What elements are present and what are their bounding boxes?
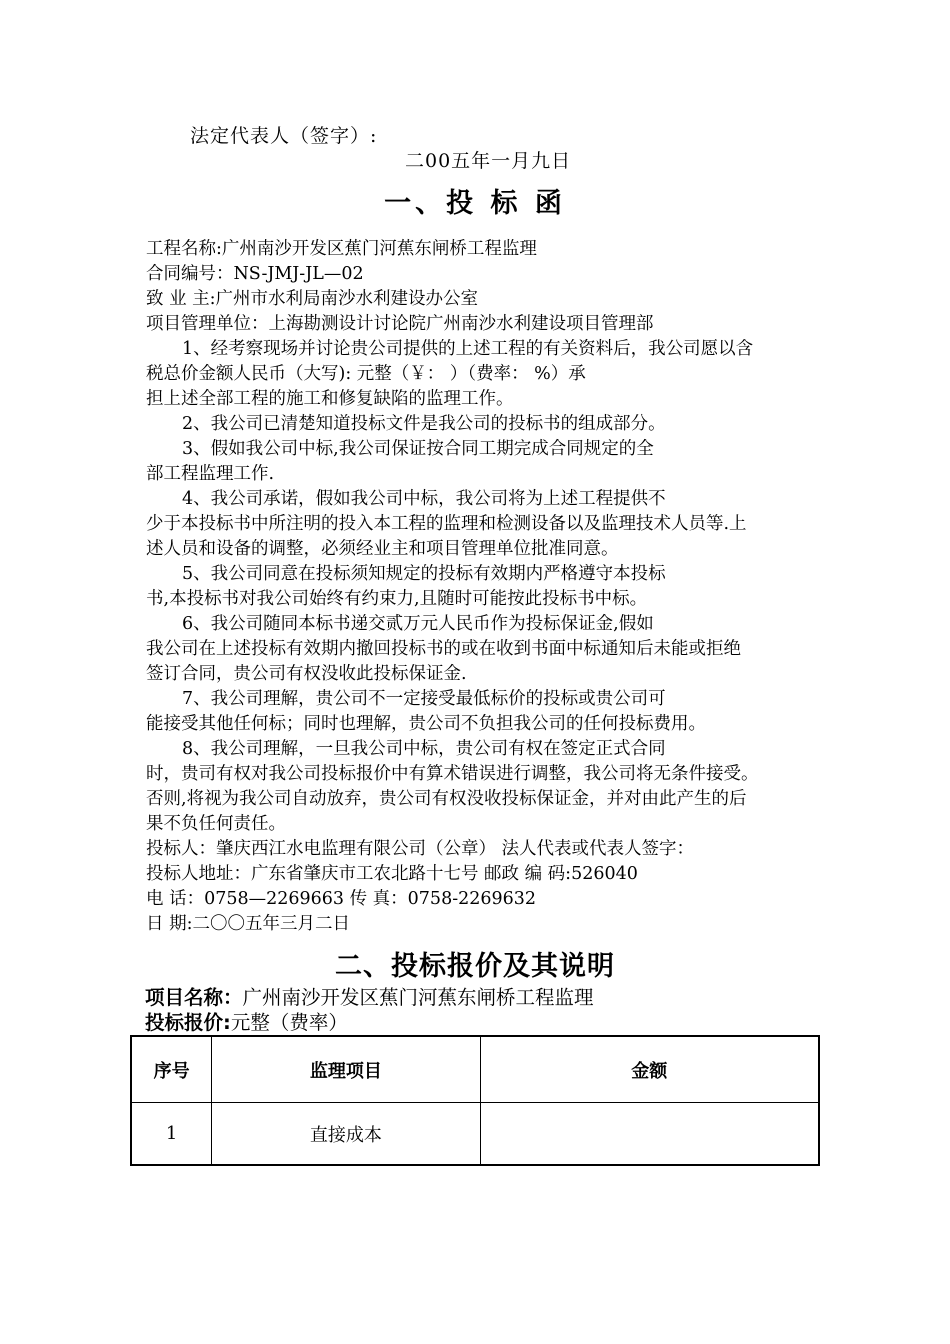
section1-title: 一、投 标 函 [384,188,566,219]
clause-3-line-1: 3、假如我公司中标,我公司保证按合同工期完成合同规定的全 [182,439,654,459]
date-signed-line: 日 期:二〇〇五年三月二日 [146,914,350,934]
clause-8-line-4: 果不负任何责任。 [146,814,286,834]
clause-8-line-2: 时，贵司有权对我公司投标报价中有算术错误进行调整，我公司将无条件接受。 [146,764,759,784]
table-header-row [131,1036,819,1103]
row-item-cell: 直接成本 [212,1103,480,1166]
contract-number-line: 合同编号：NS-JMJ-JL—02 [146,264,364,284]
bid-price-row [145,1010,348,1036]
clause-5-line-2: 书,本投标书对我公司始终有约束力,且随时可能按此投标书中标。 [146,589,648,609]
clause-1-line-3: 担上述全部工程的施工和修复缺陷的监理工作。 [146,389,514,409]
clause-2-line-1: 2、我公司已清楚知道投标文件是我公司的投标书的组成部分。 [182,414,666,434]
quote-table [130,1035,820,1166]
clause-5-line-1: 5、我公司同意在投标须知规定的投标有效期内严格遵守本投标 [182,564,666,584]
signature-line: 法定代表人（签字）: [190,125,378,147]
clause-4-line-1: 4、我公司承诺，假如我公司中标，我公司将为上述工程提供不 [182,489,666,509]
column-header-item: 监理项目 [212,1036,480,1103]
clause-4-line-3: 述人员和设备的调整，必须经业主和项目管理单位批准同意。 [146,539,619,559]
project-name-line: 工程名称:广州南沙开发区蕉门河蕉东闸桥工程监理 [146,239,537,259]
clause-1-line-2: 税总价金额人民币（大写): 元整（￥： ）（费率： %）承 [146,364,586,384]
clause-6-line-3: 签订合同，贵公司有权没收此投标保证金. [146,664,467,684]
phone-fax-line: 电 话：0758—2269663 传 真：0758-2269632 [146,889,537,909]
project-name-value: 广州南沙开发区蕉门河蕉东闸桥工程监理 [242,986,594,1009]
bidder-line: 投标人：肇庆西江水电监理有限公司（公章） 法人代表或代表人签字： [146,839,695,859]
bidder-address-line: 投标人地址：广东省肇庆市工农北路十七号 邮政 编 码:526040 [146,864,638,884]
date-line: 二00五年一月九日 [405,150,572,172]
column-header-amount: 金额 [480,1036,819,1103]
section2-title: 二、投标报价及其说明 [335,951,615,982]
row-amount-cell [480,1103,819,1166]
bid-price-value: 元整（费率） [230,1011,348,1034]
clause-7-line-2: 能接受其他任何标；同时也理解，贵公司不负担我公司的任何投标费用。 [146,714,706,734]
clause-6-line-2: 我公司在上述投标有效期内撤回投标书的或在收到书面中标通知后未能或拒绝 [146,639,741,659]
project-name-label: 项目名称： [145,986,243,1009]
clause-6-line-1: 6、我公司随同本标书递交贰万元人民币作为投标保证金,假如 [182,614,654,634]
management-unit-line: 项目管理单位：上海勘测设计讨论院广州南沙水利建设项目管理部 [146,314,654,334]
clause-4-line-2: 少于本投标书中所注明的投入本工程的监理和检测设备以及监理技术人员等.上 [146,514,747,534]
row-number-cell: 1 [131,1103,212,1166]
clause-8-line-1: 8、我公司理解，一旦我公司中标，贵公司有权在签定正式合同 [182,739,666,759]
project-name-row [145,985,594,1011]
owner-line: 致 业 主:广州市水利局南沙水利建设办公室 [146,289,479,309]
clause-3-line-2: 部工程监理工作. [146,464,275,484]
clause-1-line-1: 1、经考察现场并讨论贵公司提供的上述工程的有关资料后，我公司愿以含 [182,339,754,359]
clause-7-line-1: 7、我公司理解，贵公司不一定接受最低标价的投标或贵公司可 [182,689,666,709]
bid-price-label: 投标报价: [145,1011,231,1034]
column-header-number: 序号 [131,1036,212,1103]
table-row [131,1103,819,1166]
clause-8-line-3: 否则,将视为我公司自动放弃，贵公司有权没收投标保证金，并对由此产生的后 [146,789,747,809]
